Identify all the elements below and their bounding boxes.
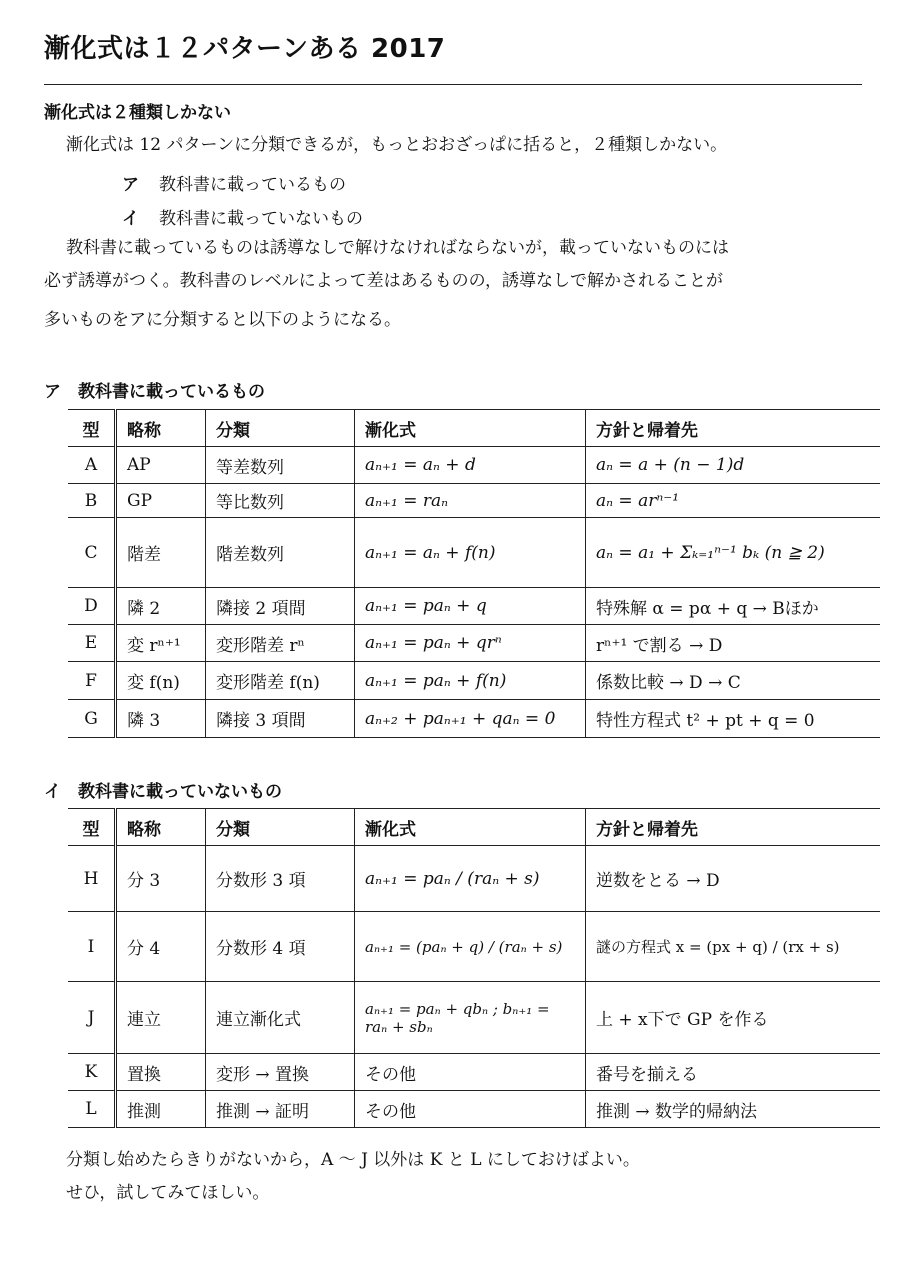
cell-type: L <box>68 1091 116 1128</box>
cell-formula: aₙ₊₁ = raₙ <box>355 484 586 518</box>
cell-class: 等差数列 <box>206 447 355 484</box>
table-row <box>68 662 880 700</box>
cell-type: J <box>68 982 116 1054</box>
item-i-mark: イ <box>122 209 139 229</box>
cell-class: 隣接 3 項間 <box>206 700 355 738</box>
header-formula: 漸化式 <box>355 809 586 846</box>
cell-formula: aₙ₊₁ = paₙ + qrⁿ <box>355 625 586 662</box>
cell-formula: その他 <box>355 1091 586 1128</box>
cell-class: 階差数列 <box>206 518 355 588</box>
cell-type: K <box>68 1054 116 1091</box>
cell-type: G <box>68 700 116 738</box>
header-policy: 方針と帰着先 <box>586 410 881 447</box>
item-i-text: 教科書に載っていないもの <box>159 209 363 229</box>
header-abbr: 略称 <box>116 809 206 846</box>
table-row <box>68 518 880 588</box>
cell-abbr: 置換 <box>116 1054 206 1091</box>
cell-policy: 謎の方程式 x = (px + q) / (rx + s) <box>586 912 881 982</box>
cell-policy: 推測 → 数学的帰納法 <box>586 1091 881 1128</box>
cell-class: 分数形 3 項 <box>206 846 355 912</box>
cell-policy: 係数比較 → D → C <box>586 662 881 700</box>
section-heading-i: イ 教科書に載っていないもの <box>44 782 282 802</box>
cell-abbr: 階差 <box>116 518 206 588</box>
cell-abbr: 変 f(n) <box>116 662 206 700</box>
cell-abbr: 変 rⁿ⁺¹ <box>116 625 206 662</box>
cell-policy: 特殊解 α = pα + q → Bほか <box>586 588 881 625</box>
para-line-1: 教科書に載っているものは誘導なしで解けなければならないが，載っていないものには <box>66 238 729 258</box>
cell-policy: aₙ = a + (n − 1)d <box>586 447 881 484</box>
title-rule <box>44 84 862 85</box>
cell-class: 分数形 4 項 <box>206 912 355 982</box>
cell-abbr: 分 3 <box>116 846 206 912</box>
cell-policy: 番号を揃える <box>586 1054 881 1091</box>
cell-type: F <box>68 662 116 700</box>
cell-formula: aₙ₊₁ = aₙ + d <box>355 447 586 484</box>
cell-class: 推測 → 証明 <box>206 1091 355 1128</box>
cell-policy: rⁿ⁺¹ で割る → D <box>586 625 881 662</box>
cell-type: E <box>68 625 116 662</box>
cell-policy: aₙ = arⁿ⁻¹ <box>586 484 881 518</box>
item-a <box>122 170 346 195</box>
cell-abbr: 分 4 <box>116 912 206 982</box>
table-row <box>68 1054 880 1091</box>
header-class: 分類 <box>206 809 355 846</box>
cell-policy: 上 + x下で GP を作る <box>586 982 881 1054</box>
section-heading-a: ア 教科書に載っているもの <box>44 382 265 402</box>
cell-type: C <box>68 518 116 588</box>
page-title: 漸化式は１２パターンある 2017 <box>44 34 446 64</box>
cell-abbr: 推測 <box>116 1091 206 1128</box>
table-row <box>68 700 880 738</box>
header-formula: 漸化式 <box>355 410 586 447</box>
cell-abbr: 連立 <box>116 982 206 1054</box>
item-a-mark: ア <box>122 175 139 195</box>
table-row <box>68 912 880 982</box>
item-a-text: 教科書に載っているもの <box>159 175 346 195</box>
header-type: 型 <box>68 410 116 447</box>
table-i-header <box>68 809 880 846</box>
header-class: 分類 <box>206 410 355 447</box>
cell-policy: aₙ = a₁ + Σₖ₌₁ⁿ⁻¹ bₖ (n ≧ 2) <box>586 518 881 588</box>
cell-policy: 逆数をとる → D <box>586 846 881 912</box>
table-row <box>68 982 880 1054</box>
cell-abbr: 隣 3 <box>116 700 206 738</box>
cell-abbr: AP <box>116 447 206 484</box>
cell-abbr: GP <box>116 484 206 518</box>
cell-formula: aₙ₊₁ = (paₙ + q) / (raₙ + s) <box>355 912 586 982</box>
cell-formula: aₙ₊₁ = paₙ + qbₙ ; bₙ₊₁ = raₙ + sbₙ <box>355 982 586 1054</box>
cell-formula: aₙ₊₁ = paₙ / (raₙ + s) <box>355 846 586 912</box>
cell-class: 隣接 2 項間 <box>206 588 355 625</box>
table-row <box>68 846 880 912</box>
intro-text: 漸化式は 12 パターンに分類できるが，もっとおおざっぱに括ると，２種類しかない。 <box>66 135 728 155</box>
cell-class: 変形階差 f(n) <box>206 662 355 700</box>
cell-formula: aₙ₊₁ = paₙ + q <box>355 588 586 625</box>
header-abbr: 略称 <box>116 410 206 447</box>
para-line-3: 多いものをアに分類すると以下のようになる。 <box>44 310 401 330</box>
cell-class: 連立漸化式 <box>206 982 355 1054</box>
cell-type: D <box>68 588 116 625</box>
cell-formula: aₙ₊₂ + paₙ₊₁ + qaₙ = 0 <box>355 700 586 738</box>
cell-type: A <box>68 447 116 484</box>
table-row <box>68 484 880 518</box>
cell-type: H <box>68 846 116 912</box>
footer-line-2: せひ，試してみてほしい。 <box>66 1183 270 1203</box>
cell-class: 等比数列 <box>206 484 355 518</box>
header-policy: 方針と帰着先 <box>586 809 881 846</box>
cell-formula: aₙ₊₁ = paₙ + f(n) <box>355 662 586 700</box>
cell-abbr: 隣 2 <box>116 588 206 625</box>
table-row <box>68 625 880 662</box>
cell-type: I <box>68 912 116 982</box>
header-type: 型 <box>68 809 116 846</box>
item-i <box>122 204 363 229</box>
footer-line-1: 分類し始めたらきりがないから，A 〜 J 以外は K と L にしておけばよい。 <box>66 1150 640 1170</box>
cell-formula: その他 <box>355 1054 586 1091</box>
table-i <box>68 808 880 1128</box>
table-row <box>68 447 880 484</box>
section-heading-two-types: 漸化式は２種類しかない <box>44 103 231 123</box>
table-row <box>68 1091 880 1128</box>
para-line-2: 必ず誘導がつく。教科書のレベルによって差はあるものの，誘導なしで解かされることが <box>44 271 723 291</box>
cell-formula: aₙ₊₁ = aₙ + f(n) <box>355 518 586 588</box>
table-a <box>68 409 880 738</box>
cell-class: 変形階差 rⁿ <box>206 625 355 662</box>
table-row <box>68 588 880 625</box>
cell-type: B <box>68 484 116 518</box>
cell-class: 変形 → 置換 <box>206 1054 355 1091</box>
cell-policy: 特性方程式 t² + pt + q = 0 <box>586 700 881 738</box>
table-a-header <box>68 410 880 447</box>
